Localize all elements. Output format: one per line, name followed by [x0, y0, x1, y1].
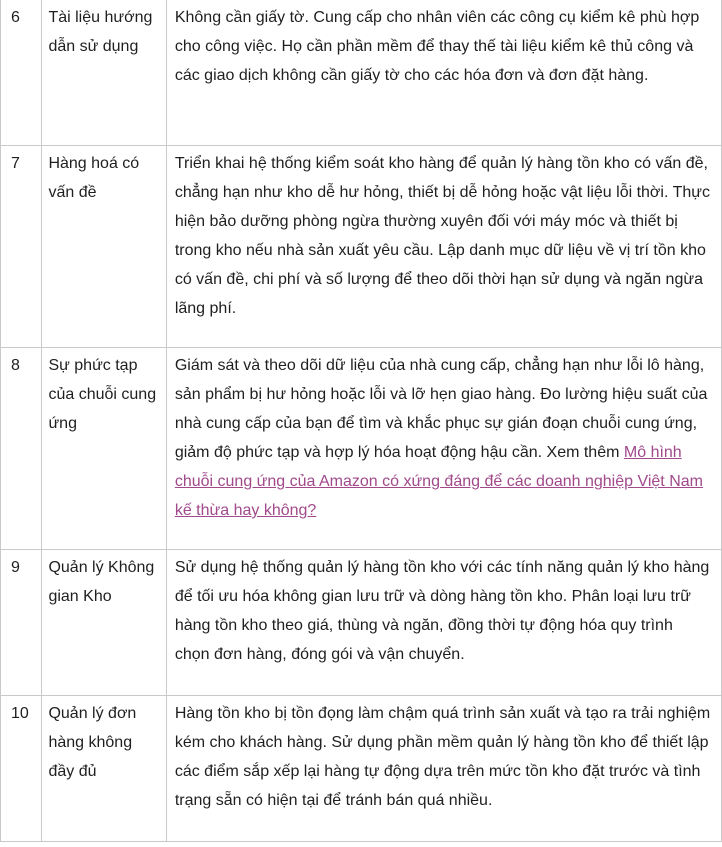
row-number: 7 — [11, 155, 20, 172]
related-article-link[interactable]: Mô hình chuỗi cung ứng của Amazon có xứng đáng để các doanh nghiệp Việt Nam kế thừa hay không? — [174, 444, 703, 519]
issue-cell — [42, 696, 166, 842]
issue-cell — [42, 146, 166, 348]
see-more-label: Xem thêm — [546, 444, 620, 461]
description-text: Giám sát và theo dõi dữ liệu của nhà cung cấp, chẳng hạn như lỗi lô hàng, sản phẩm bị hư hỏng hoặc lỗi và lỡ hẹn giao hàng. Đo lường hiệu suất của nhà cung cấp của bạn để tìm và khắc phục sự gián đoạn chuỗi cung ứng, giảm độ phức tạp và hợp lý hóa hoạt động hậu cần. — [174, 357, 708, 461]
issue-title: Sự phức tạp của chuỗi cung ứng — [48, 357, 157, 432]
issue-title: Tài liệu hướng dẫn sử dụng — [48, 9, 153, 55]
row-number: 8 — [11, 357, 20, 374]
description-block — [167, 348, 721, 525]
issue-cell — [42, 550, 166, 696]
issue-title: Quản lý Không gian Kho — [48, 559, 155, 605]
table-row — [1, 348, 722, 550]
description-cell — [166, 348, 721, 550]
description-cell — [166, 696, 721, 842]
description-text: Hàng tồn kho bị tồn đọng làm chậm quá trình sản xuất và tạo ra trải nghiệm kém cho khách hàng. Sử dụng phần mềm quản lý hàng tồn kho để thiết lập các điểm sắp xếp lại hàng tự động dựa trên mức tồn kho đặt trước và tình trạng sẵn có hiện tại để tránh bán quá nhiều. — [174, 705, 711, 809]
row-number-cell — [1, 550, 42, 696]
row-number-cell — [1, 146, 42, 348]
row-number: 6 — [11, 9, 20, 26]
issue-title: Quản lý đơn hàng không đầy đủ — [48, 705, 137, 780]
issue-cell — [42, 0, 166, 146]
issue-title: Hàng hoá có vấn đề — [48, 155, 140, 201]
description-cell — [166, 146, 721, 348]
description-text: Sử dụng hệ thống quản lý hàng tồn kho với các tính năng quản lý kho hàng để tối ưu hóa không gian lưu trữ và dòng hàng tồn kho. Phân loại lưu trữ hàng tồn kho theo giá, thùng và ngăn, đồng thời tự động hóa quy trình chọn đơn hàng, đóng gói và vận chuyển. — [174, 559, 710, 663]
table-row — [1, 550, 722, 696]
row-number-cell — [1, 0, 42, 146]
row-number-cell — [1, 696, 42, 842]
row-number: 9 — [11, 559, 20, 576]
row-number: 10 — [11, 705, 29, 722]
description-text: Không cần giấy tờ. Cung cấp cho nhân viên các công cụ kiểm kê phù hợp cho công việc. Họ cần phần mềm để thay thế tài liệu kiểm kê thủ công và các giao dịch không cần giấy tờ cho các hóa đơn và đơn đặt hàng. — [174, 9, 700, 84]
description-text: Triển khai hệ thống kiểm soát kho hàng để quản lý hàng tồn kho có vấn đề, chẳng hạn như kho dễ hư hỏng, thiết bị dễ hỏng hoặc vật liệu lỗi thời. Thực hiện bảo dưỡng phòng ngừa thường xuyên đối với máy móc và thiết bị trong kho nếu nhà sản xuất yêu cầu. Lập danh mục dữ liệu về vị trí tồn kho có vấn đề, chi phí và số lượng để theo dõi thời hạn sử dụng và ngăn ngừa lãng phí. — [174, 155, 710, 317]
issue-cell — [42, 348, 166, 550]
table-row — [1, 0, 722, 146]
row-number-cell — [1, 348, 42, 550]
table-row — [1, 696, 722, 842]
description-cell — [166, 0, 721, 146]
description-cell — [166, 550, 721, 696]
table-row — [1, 146, 722, 348]
